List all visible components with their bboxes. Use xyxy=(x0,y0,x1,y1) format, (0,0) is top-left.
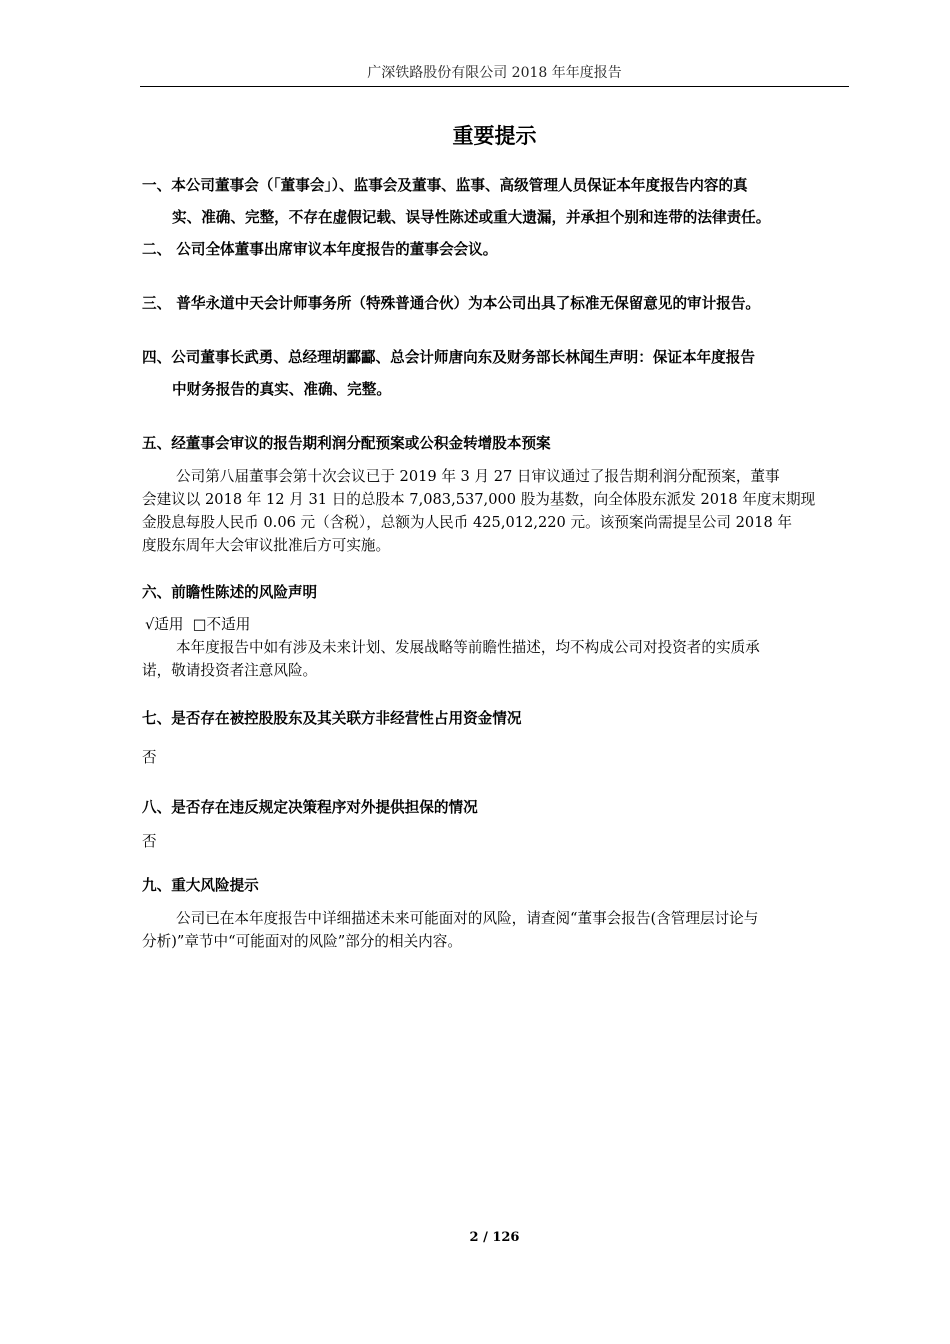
section-5-line-4: 度股东周年大会审议批准后方可实施。 xyxy=(142,537,391,554)
running-header: 广深铁路股份有限公司 2018 年年度报告 xyxy=(367,65,622,81)
section-5-line-3: 金股息每股人民币 0.06 元（含税），总额为人民币 425,012,220 元。该预案尚需提呈公司 2018 年 xyxy=(142,514,793,531)
section-6-line-2: 诺，敬请投资者注意风险。 xyxy=(142,662,318,679)
item-4 xyxy=(142,342,854,406)
section-7-heading: 七、是否存在被控股股东及其关联方非经营性占用资金情况 xyxy=(142,710,522,727)
item-2 xyxy=(142,234,854,266)
applicability-checkbox-line: √适用 □不适用 xyxy=(145,616,251,633)
item-2-line-1: 二、 公司全体董事出席审议本年度报告的董事会会议。 xyxy=(142,241,498,258)
item-4-line-2: 中财务报告的真实、准确、完整。 xyxy=(172,381,391,398)
item-1-line-1: 一、本公司董事会（「董事会」）、监事会及董事、监事、高级管理人员保证本年度报告内容的真 xyxy=(142,177,748,194)
section-8-heading: 八、是否存在违反规定决策程序对外提供担保的情况 xyxy=(142,799,478,816)
section-7-answer: 否 xyxy=(142,749,157,766)
item-1 xyxy=(142,170,854,234)
item-4-line-1: 四、公司董事长武勇、总经理胡酃酃、总会计师唐向东及财务部长林闻生声明：保证本年度报告 xyxy=(142,349,755,366)
item-1-line-2: 实、准确、完整，不存在虚假记载、误导性陈述或重大遗漏，并承担个别和连带的法律责任。 xyxy=(172,209,771,226)
section-9-line-1: 公司已在本年度报告中详细描述未来可能面对的风险，请查阅“董事会报告(含管理层讨论与 xyxy=(176,910,759,927)
section-5-line-2: 会建议以 2018 年 12 月 31 日的总股本 7,083,537,000 股为基数，向全体股东派发 2018 年度末期现 xyxy=(142,491,816,508)
section-9-line-2: 分析)”章节中“可能面对的风险”部分的相关内容。 xyxy=(142,933,462,950)
section-6-line-1: 本年度报告中如有涉及未来计划、发展战略等前瞻性描述，均不构成公司对投资者的实质承 xyxy=(176,639,760,656)
item-3 xyxy=(142,288,854,320)
section-5-line-1: 公司第八届董事会第十次会议已于 2019 年 3 月 27 日审议通过了报告期利润分配预案，董事 xyxy=(176,468,780,485)
section-9-paragraph xyxy=(142,907,850,953)
section-6-paragraph xyxy=(142,636,850,682)
section-5-heading: 五、经董事会审议的报告期利润分配预案或公积金转增股本预案 xyxy=(142,435,551,452)
section-5-paragraph xyxy=(142,465,850,557)
section-8-answer: 否 xyxy=(142,833,157,850)
section-9-heading: 九、重大风险提示 xyxy=(142,877,259,894)
header-rule xyxy=(140,86,849,87)
section-6-heading: 六、前瞻性陈述的风险声明 xyxy=(142,584,318,601)
item-3-line-1: 三、 普华永道中天会计师事务所（特殊普通合伙）为本公司出具了标准无保留意见的审计报告。 xyxy=(142,295,761,312)
page-number: 2 / 126 xyxy=(469,1230,520,1245)
page-title: 重要提示 xyxy=(452,124,537,148)
